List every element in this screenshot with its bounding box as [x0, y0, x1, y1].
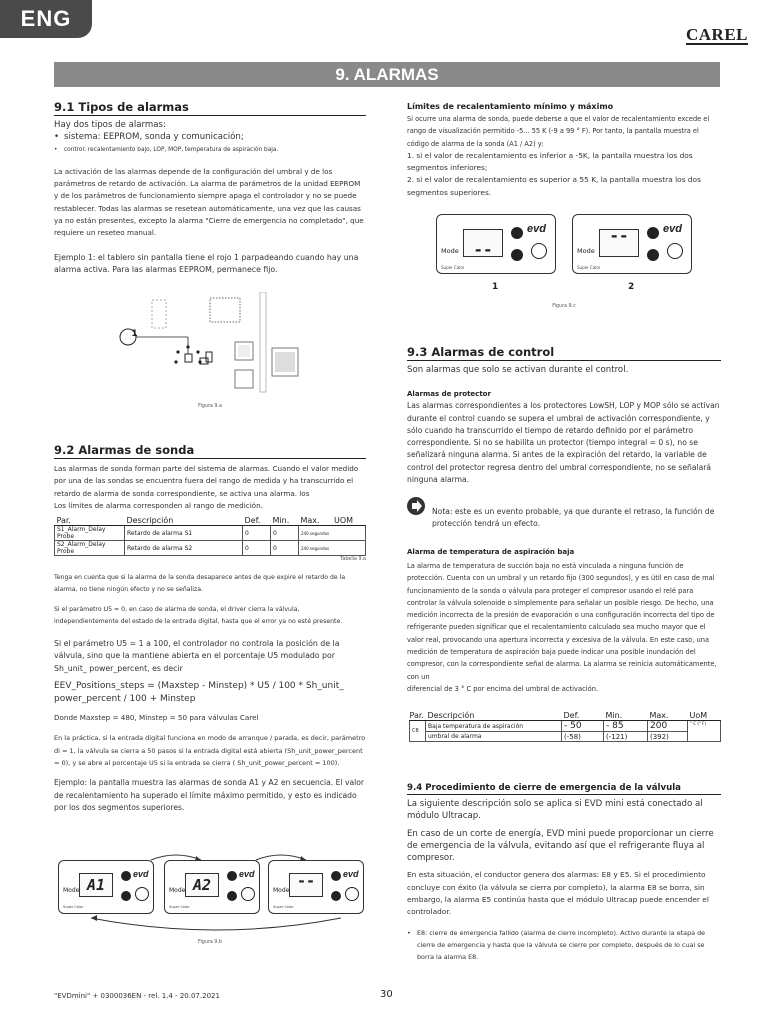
bullet-item: • sistema: EEPROM, sonda y comunicación;	[54, 131, 366, 143]
paragraph: La siguiente descripción solo se aplica si EVD mini está conectado al módulo Ultracap.	[407, 799, 703, 822]
cell: umbral de alarma	[426, 732, 562, 742]
mode-label: Mode	[63, 887, 80, 894]
paragraph: Si el parámetro U5 = 0, en caso de alarma de sonda, el driver cierra la válvula, independientemente del estado de la entrada digital, hasta que el error ya no esté presente.	[54, 605, 343, 625]
paragraph: La activación de las alarmas depende de la configuración del umbral y de los parámetros de retardo de activación. La alarma de parámetros de la unidad EEPROM y de los parámetros de funcionamiento siempre apaga el controlador y no se puede restablecer. Todas las alarmas se resetean automáticamente, una vez que las causas ya no están presentes, excepto la alarma "Cierre de emergencia no completado", que requiere un reseteo manual.	[54, 166, 364, 238]
paragraph: Tenga en cuenta que si la alarma de la sonda desaparece antes de que expire el retardo de la alarma, no tiene ningún efecto y no se señaliza.	[54, 574, 346, 594]
col-header: Def.	[243, 516, 271, 526]
cell: 240 segundos	[299, 526, 366, 541]
upper-segments-icon: --	[599, 229, 639, 257]
section-title: 9.3 Alarmas de control	[407, 345, 721, 361]
table-row	[55, 541, 366, 556]
supercalor-label: Super Calor	[441, 265, 465, 270]
probe-alarm-table	[54, 516, 366, 556]
display-sequence-figure	[56, 852, 366, 932]
cell: Retardo de alarma S2	[125, 541, 243, 556]
knob-icon	[241, 887, 255, 901]
callout-number: 1	[131, 329, 138, 339]
paragraph: En esta situación, el conductor genera dos alarmas: E8 y E5. Si el procedimiento concluye con éxito (la válvula se cierra por completo), la alarma E8 se borra, sin embargo, la alarma E5 continúa hasta que el módulo Ultracap puede encender el controlador.	[407, 870, 709, 917]
col-header: Max.	[299, 516, 333, 526]
col-header: Descripción	[125, 516, 243, 526]
section-9-2	[54, 443, 366, 512]
display-readout: A2	[185, 873, 219, 897]
brand-label: evd	[663, 223, 682, 235]
table-caption: Tabella 9.a	[340, 557, 366, 562]
col-header: Min.	[271, 516, 299, 526]
col-header: Max.	[648, 711, 688, 721]
table-row	[410, 732, 721, 742]
mode-label: Mode	[169, 887, 186, 894]
list-item: 1. si el valor de recalentamiento es inferior a -5K, la pantalla muestra los dos segmentos inferiores;	[407, 150, 693, 173]
brand-label: evd	[133, 869, 149, 879]
panel-number: 1	[492, 282, 499, 292]
mode-label: Mode	[441, 247, 459, 255]
subsection-title: Límites de recalentamiento mínimo y máximo	[407, 102, 614, 111]
evd-panel	[58, 860, 154, 914]
low-temp-table	[409, 711, 721, 742]
evd-panel	[268, 860, 364, 914]
cell: 0	[243, 526, 271, 541]
section-title: 9.2 Alarmas de sonda	[54, 443, 366, 459]
paragraph: Si el parámetro U5 = 1 a 100, el controlador no controla la posición de la válvula, sino que la mantiene abierta en el porcentaje U5 modulado por Sh_unit_ power_percent, es decir	[54, 639, 340, 673]
paragraph: En caso de un corte de energía, EVD mini puede proporcionar un cierre de emergencia de la válvula, evitando así que el refrigerante fluya al compresor.	[407, 828, 714, 864]
down-button-icon	[511, 249, 523, 261]
note-text: Nota: este es un evento probable, ya que durante el retraso, la función de protección tendrá un efecto.	[432, 507, 715, 529]
figure-caption: Figura 9.a	[198, 404, 222, 409]
paragraph: Ejemplo: la pantalla muestra las alarmas de sonda A1 y A2 en secuencia. El valor de recalentamiento ha superado el límite máximo permitido, y esto es indicado por los dos segmentos superiores.	[54, 778, 364, 812]
paragraph: Donde Maxstep = 480, Minstep = 50 para válvulas Carel	[54, 713, 259, 723]
figure-caption: Figura 9.c	[552, 304, 576, 309]
cell: - 50	[562, 721, 604, 732]
supercalor-label: Super Calor	[169, 905, 190, 909]
down-button-icon	[331, 891, 341, 901]
bullet-item: • E8: cierre de emergencia fallido (alarma de cierre incompleto). Activo durante la etapa de cierre de emergencia y hasta que la válvula se cierre por completo, después de lo cual se borra la alarma E8.	[407, 927, 721, 964]
supercalor-label: Super Calor	[273, 905, 294, 909]
note-arrow-icon	[407, 497, 425, 515]
knob-icon	[531, 243, 547, 259]
down-button-icon	[647, 249, 659, 261]
paragraph: Las alarmas correspondientes a los protectores LowSH, LOP y MOP sólo se activan durante el control cuando se supera el umbral de activación correspondiente, y sólo cuando ha transcurrido el tiempo de retardo definido por el parámetro correspondiente. Si no se habilita un protector (tiempo integral = 0 s), no se señalizará ninguna alarma. Si antes de la expiración del retardo, la variable de control del protector regresa dentro del umbral correspondiente, no se señalará ninguna alarma.	[407, 401, 720, 485]
col-header: Def.	[562, 711, 604, 721]
paragraph: diferencial de 3 ° C por encima del umbral de activación.	[407, 684, 599, 693]
formula: EEV_Positions_steps = (Maxstep - Minstep) * U5 / 100 * Sh_unit_ power_percent / 100 + Minstep	[54, 681, 344, 705]
evd-panel	[436, 214, 556, 274]
cell: 0	[271, 526, 299, 541]
section-9-4	[407, 783, 721, 964]
paragraph: La alarma de temperatura de succión baja no está vinculada a ninguna función de protección. Cuenta con un umbral y un retardo fijo (300 segundos), y es útil en caso de mal funcionamiento de la sonda o válvula para proteger el compresor usando el relé para controlar la válvula solenoide o simplemente para señalar un posible riesgo. De hecho, una medición incorrecta de la presión de evaporación o una configuración incorrecta del tipo de refrigerante pueden significar que el recalentamiento calculado sea mucho mayor que el valor real, provocando una apertura incorrecta y excesiva de la válvula. En este caso, una medición de temperatura de aspiración baja puede indicar una posible inundación del compresor, con la correspondiente señal de alarma. La alarma se reinicia automáticamente, con un	[407, 562, 717, 681]
carel-logo: CAREL	[685, 25, 748, 44]
up-button-icon	[511, 227, 523, 239]
panel-number: 2	[628, 282, 635, 292]
cell: (392)	[648, 732, 688, 742]
evd-panel	[572, 214, 692, 274]
paragraph: En la práctica, si la entrada digital funciona en modo de arranque / parada, es decir, parámetro di = 1, la válvula se cierra a 50 pasos si la entrada digital está abierta (Sh_unit_power_percent = 0), y se abre al porcentaje U5 si la entrada se cierra ( Sh_unit_power_percent = 100).	[54, 734, 366, 767]
cell: 0	[271, 541, 299, 556]
supercalor-label: Super Calor	[63, 905, 84, 909]
board-figure	[110, 292, 310, 400]
col-header: Min.	[604, 711, 648, 721]
footer-doc-ref: "EVDmini" + 0300036EN - rel. 1.4 - 20.07.2021	[54, 992, 220, 1000]
superheat-limits	[407, 102, 721, 199]
cell: (-121)	[604, 732, 648, 742]
subsection-title: Alarmas de protector	[407, 390, 491, 399]
cell: 0	[243, 541, 271, 556]
probe-text-block	[54, 572, 366, 814]
cell: 240 segundos	[299, 541, 366, 556]
section-9-1	[54, 100, 366, 276]
cell: S1_Alarm_Delay Probe	[55, 526, 125, 541]
subsection-title: Alarma de temperatura de aspiración baja	[407, 548, 575, 556]
up-button-icon	[121, 871, 131, 881]
col-header: Par.	[55, 516, 125, 526]
brand-label: evd	[527, 223, 546, 235]
example-text: Ejemplo 1: el tablero sin pantalla tiene el rojo 1 parpadeando cuando hay una alarma activa. Para las alarmas EEPROM, permanece fijo.	[54, 252, 359, 274]
page-number: 30	[380, 989, 393, 1000]
table-row	[410, 721, 721, 732]
up-button-icon	[647, 227, 659, 239]
knob-icon	[135, 887, 149, 901]
cell: Baja temperatura de aspiración	[426, 721, 562, 732]
section-title: 9.4 Procedimiento de cierre de emergencia de la válvula	[407, 783, 721, 795]
down-button-icon	[227, 891, 237, 901]
cell: S2_Alarm_Delay Probe	[55, 541, 125, 556]
knob-icon	[667, 243, 683, 259]
cell: ° C (° F)	[688, 721, 721, 742]
section-9-3	[407, 345, 721, 486]
cell: - 85	[604, 721, 648, 732]
display-readout: A1	[79, 873, 113, 897]
chapter-banner: 9. ALARMAS	[54, 62, 720, 87]
limit-displays-figure	[436, 214, 706, 294]
low-suction-alarm	[407, 548, 721, 695]
paragraph: Los límites de alarma corresponden al rango de medición.	[54, 500, 263, 510]
up-button-icon	[227, 871, 237, 881]
down-button-icon	[121, 891, 131, 901]
brand-label: evd	[239, 869, 255, 879]
paragraph: Las alarmas de sonda forman parte del sistema de alarmas. Cuando el valor medido por una de las sondas se encuentra fuera del rango de medida y ha transcurrido el retardo de alarma de sonda correspondiente, se activa una alarma. los	[54, 464, 359, 498]
cell: C8	[410, 721, 426, 742]
supercalor-label: Super Calor	[577, 265, 601, 270]
table-row	[55, 526, 366, 541]
display-readout: --	[289, 873, 323, 897]
knob-icon	[345, 887, 359, 901]
mode-label: Mode	[577, 247, 595, 255]
paragraph: Son alarmas que solo se activan durante el control.	[407, 365, 629, 375]
cell: Retardo de alarma S1	[125, 526, 243, 541]
col-header: Descripción	[426, 711, 562, 721]
cell: 200	[648, 721, 688, 732]
figure-caption: Figura 9.b	[198, 940, 222, 945]
col-header: Par.	[409, 711, 424, 720]
mode-label: Mode	[273, 887, 290, 894]
up-button-icon	[331, 871, 341, 881]
list-item: 2. si el valor de recalentamiento es superior a 55 K, la pantalla muestra los dos segmentos superiores.	[407, 175, 701, 197]
lower-segments-icon: --	[463, 229, 503, 257]
paragraph: Si ocurre una alarma de sonda, puede deberse a que el valor de recalentamiento excede el rango de visualización permitido -5... 55 K (-9 a 99 ° F). Por tanto, la pantalla muestra el código de alarma de la sonda (A1 / A2) y:	[407, 115, 710, 148]
cell: (-58)	[562, 732, 604, 742]
bullet-item: • control: recalentamiento bajo, LOP, MOP, temperatura de aspiración baja.	[54, 144, 366, 156]
col-header: UoM	[688, 711, 721, 721]
section-title: 9.1 Tipos de alarmas	[54, 100, 366, 116]
brand-label: evd	[343, 869, 359, 879]
language-tab: ENG	[0, 0, 92, 38]
intro-text: Hay dos tipos de alarmas:	[54, 120, 166, 130]
evd-panel	[164, 860, 260, 914]
col-header: UOM	[332, 516, 365, 526]
